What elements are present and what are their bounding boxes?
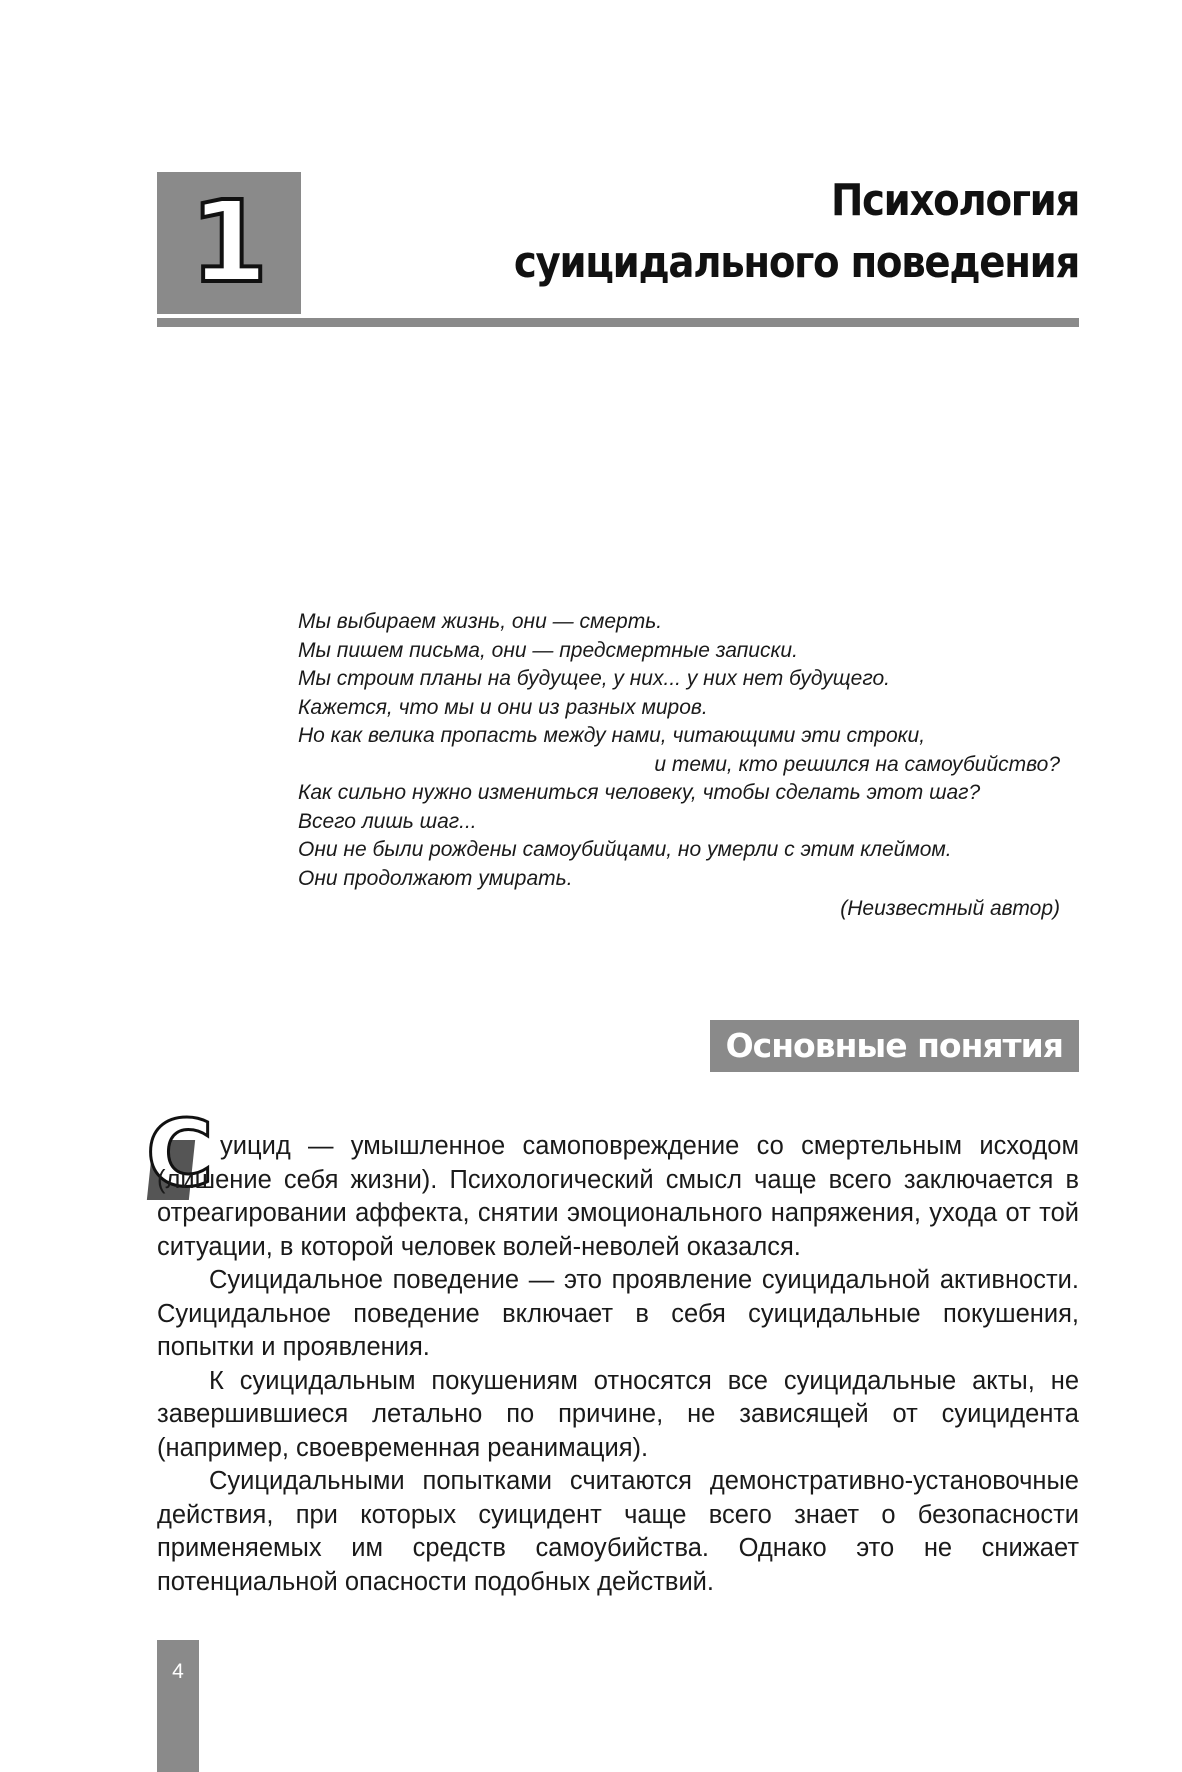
epigraph-line: Всего лишь шаг... <box>298 809 477 833</box>
paragraph: уицид — умышленное самоповреждение со смертельным исходом (лишение себя жизни). Психологический смысл чаще всего заключается в отреагировании аффекта, снятии эмоционального напряжения, ухода от той ситуации, в которой человек волей-неволей оказался. <box>157 1132 1079 1261</box>
paragraph: К суицидальным покушениям относятся все суицидальные акты, не завершившиеся летально по причине, не зависящей от суицидента (например, своевременная реанимация). <box>157 1366 1079 1462</box>
paragraph: Суицидальное поведение — это проявление суицидальной активности. Суицидальное поведение включает в себя суицидальные покушения, попытки и проявления. <box>157 1266 1079 1361</box>
epigraph-line: Мы пишем письма, они — предсмертные записки. <box>298 638 798 662</box>
page-number-tab <box>157 1640 199 1772</box>
chapter-number: 1 <box>190 178 268 308</box>
epigraph-line: Мы строим планы на будущее, у них... у них нет будущего. <box>298 667 890 690</box>
paragraph: Суицидальными попытками считаются демонстративно-установочные действия, при которых суицидент чаще всего знает о безопасности применяемых им средств самоубийства. Однако это не снижает потенциальной опасности подобных действий. <box>157 1467 1079 1596</box>
chapter-title <box>463 170 1079 294</box>
epigraph-author: (Неизвестный автор) <box>840 897 1060 920</box>
epigraph-line: Они не были рождены самоубийцами, но умерли с этим клеймом. <box>298 838 952 861</box>
drop-cap-letter: С <box>146 1100 214 1207</box>
epigraph-line: и теми, кто решился на самоубийство? <box>654 752 1060 776</box>
body-text <box>157 1130 1079 1599</box>
title-rule <box>157 318 1079 327</box>
section-heading: Основные понятия <box>710 1020 1079 1072</box>
epigraph-line: Мы выбираем жизнь, они — смерть. <box>298 610 663 633</box>
epigraph-line: Но как велика пропасть между нами, читающими эти строки, <box>298 724 926 747</box>
page-number: 4 <box>172 1660 184 1683</box>
epigraph-line: Как сильно нужно измениться человеку, чтобы сделать этот шаг? <box>298 781 981 804</box>
chapter-number-box <box>157 172 301 314</box>
epigraph <box>298 608 1068 920</box>
chapter-title-line-1: Психология <box>830 175 1079 226</box>
chapter-title-line-2: суицидального поведения <box>513 237 1079 288</box>
epigraph-line: Кажется, что мы и они из разных миров. <box>298 695 708 719</box>
epigraph-line: Они продолжают умирать. <box>298 866 573 890</box>
